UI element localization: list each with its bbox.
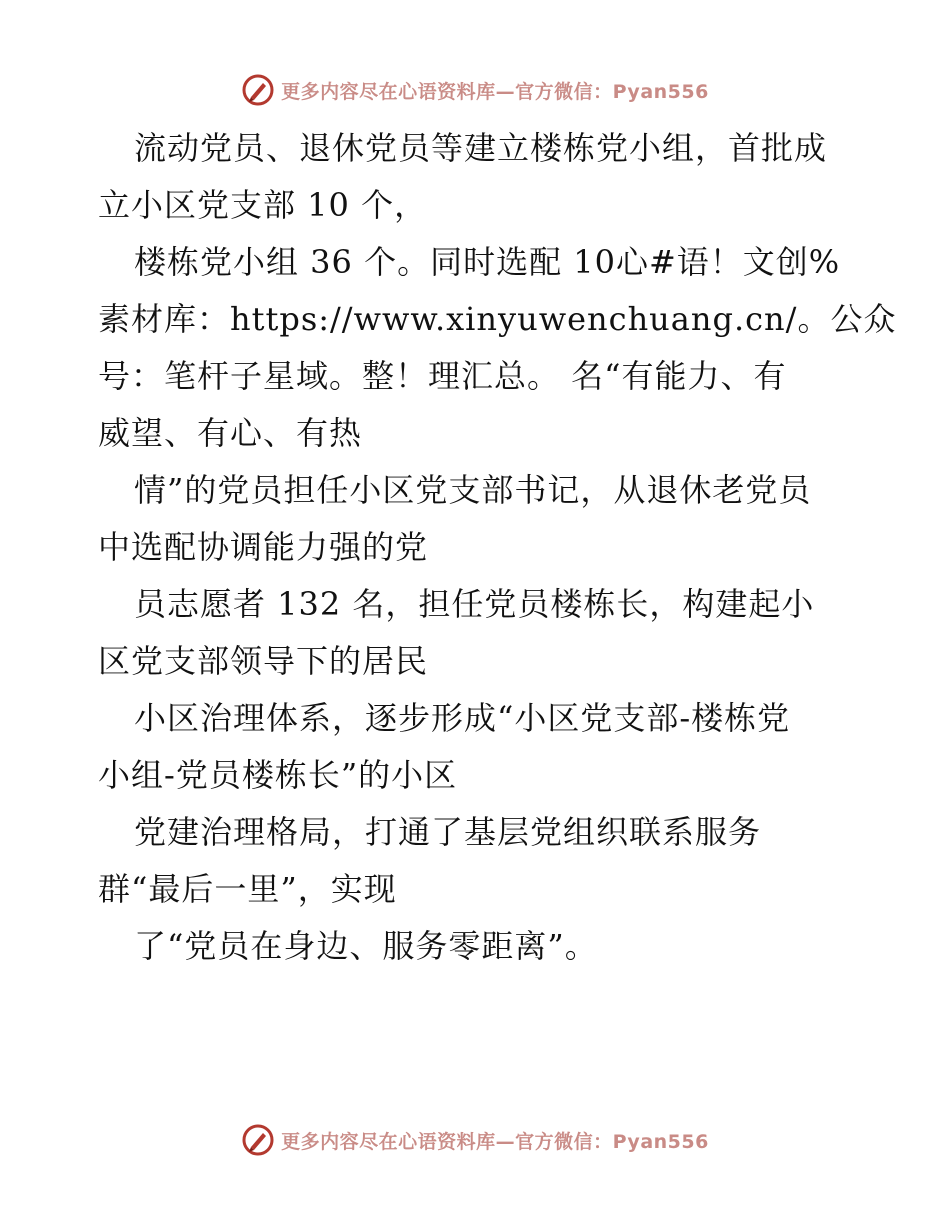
footer-banner bbox=[0, 1120, 950, 1160]
header-banner bbox=[0, 70, 950, 110]
pen-logo-icon bbox=[241, 1123, 275, 1157]
document-body bbox=[98, 120, 897, 975]
body-line: 区党支部领导下的居民 bbox=[98, 642, 429, 680]
body-line: 威望、有心、有热 bbox=[98, 414, 363, 452]
body-line: 号：笔杆子星域。整！理汇总。 名“有能力、有 bbox=[98, 357, 787, 395]
body-line: 素材库：https://www.xinyuwenchuang.cn/。公众 bbox=[98, 300, 897, 338]
header-banner-text: 更多内容尽在心语资料库—官方微信：Pyan556 bbox=[281, 80, 709, 103]
body-line: 小组-党员楼栋长”的小区 bbox=[98, 756, 458, 794]
body-line: 流动党员、退休党员等建立楼栋党小组，首批成 bbox=[134, 129, 828, 167]
body-line: 立小区党支部 10 个， bbox=[98, 186, 428, 224]
body-line: 员志愿者 132 名，担任党员楼栋长，构建起小 bbox=[134, 585, 815, 623]
pen-logo-icon bbox=[241, 73, 275, 107]
body-line: 党建治理格局，打通了基层党组织联系服务 bbox=[134, 813, 762, 851]
body-line: 群“最后一里”，实现 bbox=[98, 870, 397, 908]
body-line: 了“党员在身边、服务零距离”。 bbox=[134, 927, 598, 965]
body-line: 情”的党员担任小区党支部书记，从退休老党员 bbox=[134, 471, 812, 509]
footer-banner-text: 更多内容尽在心语资料库—官方微信：Pyan556 bbox=[281, 1130, 709, 1153]
body-line: 小区治理体系，逐步形成“小区党支部-楼栋党 bbox=[134, 699, 791, 737]
body-line: 楼栋党小组 36 个。同时选配 10心#语！文创% bbox=[134, 243, 841, 281]
body-line: 中选配协调能力强的党 bbox=[98, 528, 429, 566]
